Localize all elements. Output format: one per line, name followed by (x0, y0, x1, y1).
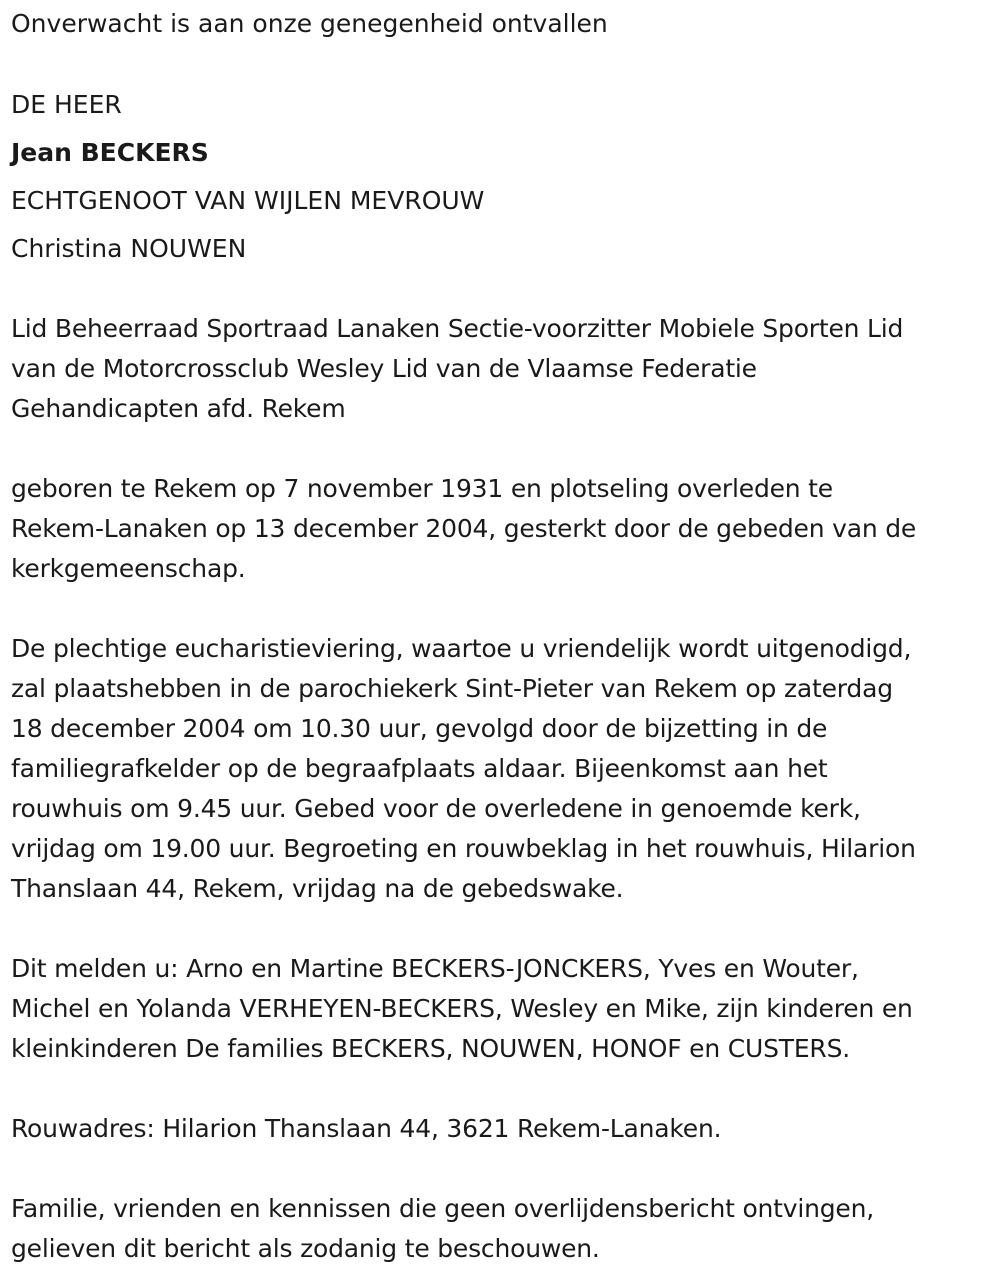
announcers-line: Michel en Yolanda VERHEYEN-BECKERS, Wesley en Mike, zijn kinderen en (11, 994, 913, 1023)
ceremony-line: familiegrafkelder op de begraafplaats aldaar. Bijeenkomst aan het (11, 754, 828, 783)
closing-line: gelieven dit bericht als zodanig te beschouwen. (11, 1234, 600, 1263)
birth-death-paragraph (11, 469, 996, 589)
ceremony-line: vrijdag om 19.00 uur. Begroeting en rouwbeklag in het rouwhuis, Hilarion (11, 834, 916, 863)
intro-line: Onverwacht is aan onze genegenheid ontvallen (11, 9, 608, 38)
memberships-line: Gehandicapten afd. Rekem (11, 394, 346, 423)
ceremony-line: De plechtige eucharistieviering, waartoe u vriendelijk wordt uitgenodigd, (11, 634, 912, 663)
spouse-name: Christina NOUWEN (11, 234, 247, 263)
birth-death-line: Rekem-Lanaken op 13 december 2004, gesterkt door de gebeden van de (11, 514, 917, 543)
birth-death-line: geboren te Rekem op 7 november 1931 en plotseling overleden te (11, 474, 833, 503)
ceremony-line: rouwhuis om 9.45 uur. Gebed voor de overledene in genoemde kerk, (11, 794, 861, 823)
ceremony-paragraph (11, 629, 996, 909)
closing-paragraph (11, 1189, 996, 1269)
deceased-name: Jean BECKERS (11, 138, 209, 167)
closing-line: Familie, vrienden en kennissen die geen overlijdensbericht ontvingen, (11, 1194, 875, 1223)
ceremony-line: 18 december 2004 om 10.30 uur, gevolgd door de bijzetting in de (11, 714, 828, 743)
ceremony-line: Thanslaan 44, Rekem, vrijdag na de gebedswake. (11, 874, 624, 903)
announcers-line: Dit melden u: Arno en Martine BECKERS-JONCKERS, Yves en Wouter, (11, 954, 859, 983)
ceremony-line: zal plaatshebben in de parochiekerk Sint-Pieter van Rekem op zaterdag (11, 674, 893, 703)
memberships-line: Lid Beheerraad Sportraad Lanaken Sectie-voorzitter Mobiele Sporten Lid (11, 314, 904, 343)
address-paragraph (11, 1109, 996, 1149)
birth-death-line: kerkgemeenschap. (11, 554, 246, 583)
deceased-relation: ECHTGENOOT VAN WIJLEN MEVROUW (11, 186, 485, 215)
memberships-line: van de Motorcrossclub Wesley Lid van de Vlaamse Federatie (11, 354, 757, 383)
announcers-line: kleinkinderen De families BECKERS, NOUWEN, HONOF en CUSTERS. (11, 1034, 851, 1063)
address-line: Rouwadres: Hilarion Thanslaan 44, 3621 Rekem-Lanaken. (11, 1114, 722, 1143)
announcers-paragraph (11, 949, 996, 1069)
deceased-title: DE HEER (11, 90, 122, 119)
memberships-paragraph (11, 309, 996, 429)
